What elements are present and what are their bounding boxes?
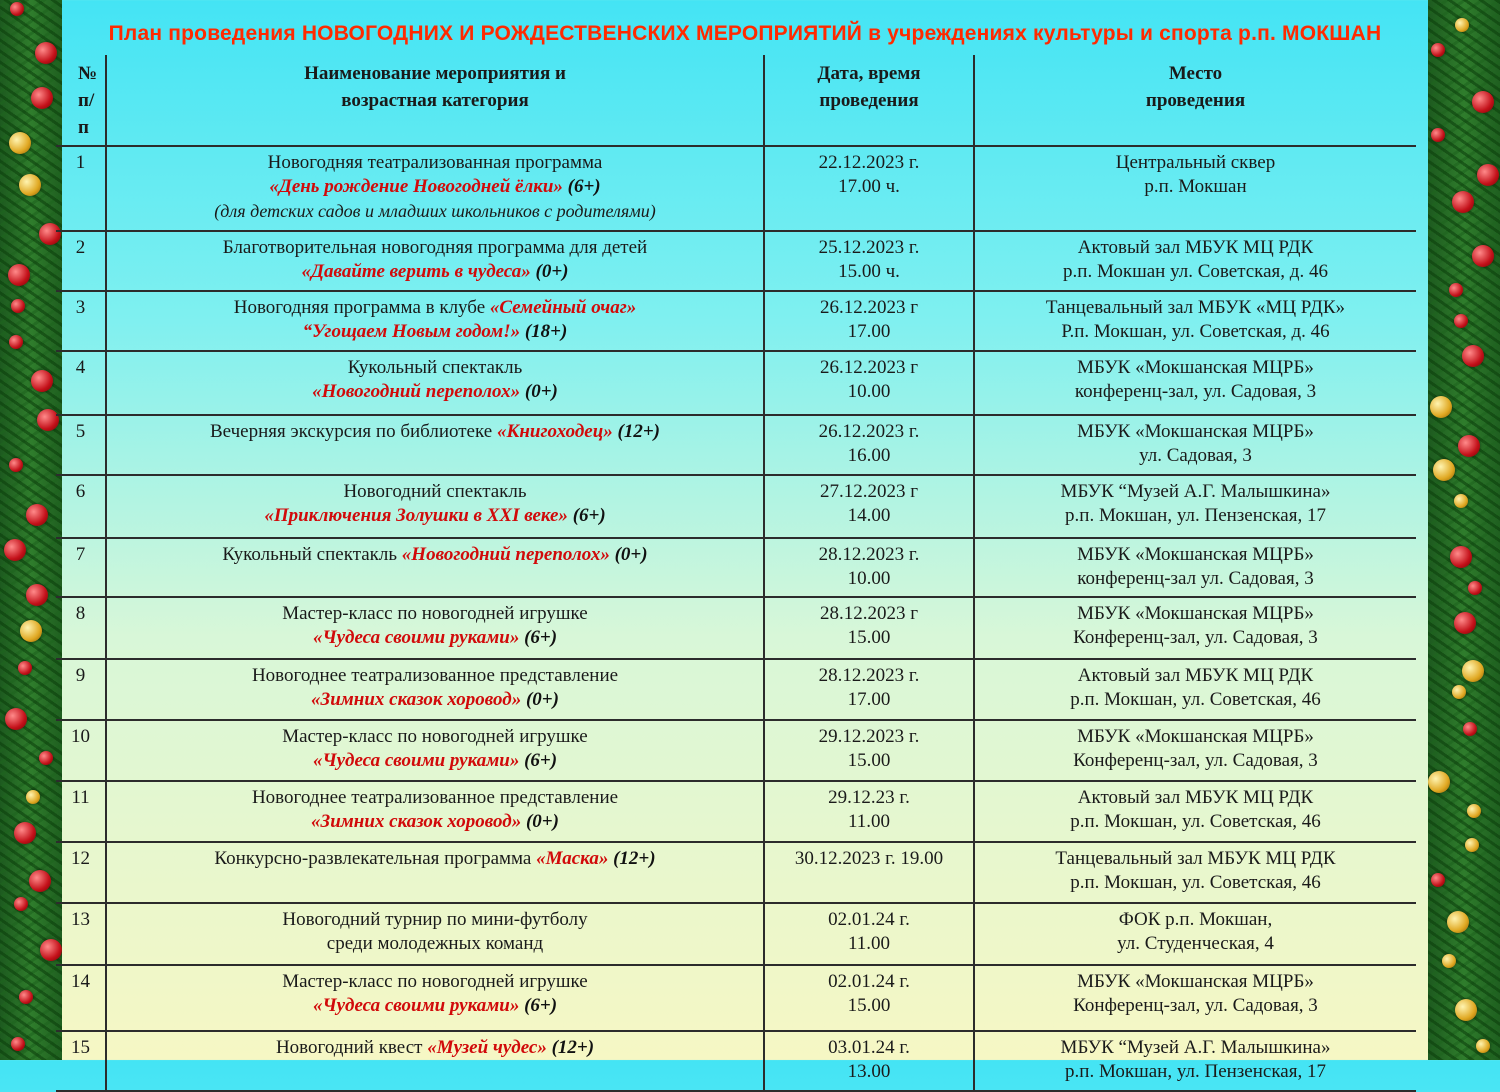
ornament-ball-icon xyxy=(5,708,27,730)
event-place-cell xyxy=(974,659,1416,720)
row-number-text: 6 xyxy=(75,481,86,502)
row-number-text: 1 xyxy=(75,152,86,173)
event-address: Р.п. Мокшан, ул. Советская, д. 46 xyxy=(1061,321,1330,342)
ornament-ball-icon xyxy=(20,620,42,642)
age-category: (12+) xyxy=(612,421,661,442)
event-name-cell xyxy=(106,903,764,965)
event-place: МБУК “Музей А.Г. Малышкина» xyxy=(1060,1037,1331,1058)
event-title: «Чудеса своими руками» xyxy=(312,995,520,1016)
table-row xyxy=(56,146,1416,231)
event-time: 17.00 xyxy=(847,321,891,342)
event-place-cell xyxy=(974,720,1416,781)
ornament-ball-icon xyxy=(26,790,40,804)
row-number-text: 7 xyxy=(75,544,86,565)
event-place: Актовый зал МБУК МЦ РДК xyxy=(1077,787,1314,808)
ornament-ball-icon xyxy=(1454,612,1476,634)
event-title: «Зимних сказок хоровод» xyxy=(311,689,522,710)
ornament-ball-icon xyxy=(14,897,28,911)
event-address: р.п. Мокшан, ул. Советская, 46 xyxy=(1070,689,1321,710)
event-time: 15.00 xyxy=(847,750,891,771)
table-header-row xyxy=(56,55,1416,146)
ornament-ball-icon xyxy=(39,751,53,765)
row-number xyxy=(56,291,106,351)
event-title: «Новогодний переполох» xyxy=(401,544,610,565)
event-place: Танцевальный зал МБУК МЦ РДК xyxy=(1055,848,1336,869)
events-table xyxy=(56,55,1416,1092)
row-number-text: 8 xyxy=(75,603,86,624)
event-address: р.п. Мокшан, ул. Советская, 46 xyxy=(1070,811,1321,832)
event-date-cell xyxy=(764,351,974,415)
ornament-ball-icon xyxy=(26,584,48,606)
event-date-cell xyxy=(764,659,974,720)
event-date-cell xyxy=(764,597,974,659)
event-name-cell xyxy=(106,720,764,781)
event-address: Конференц-зал, ул. Садовая, 3 xyxy=(1073,750,1318,771)
table-row xyxy=(56,903,1416,965)
ornament-ball-icon xyxy=(1463,722,1477,736)
event-name-text: Кукольный спектакль xyxy=(347,357,523,378)
ornament-ball-icon xyxy=(8,264,30,286)
event-address: р.п. Мокшан, ул. Пензенская, 17 xyxy=(1065,1061,1326,1082)
ornament-ball-icon xyxy=(19,174,41,196)
event-address: конференц-зал ул. Садовая, 3 xyxy=(1077,568,1314,589)
event-name-text: Новогодняя театрализованная программа xyxy=(267,152,603,173)
row-number-text: 3 xyxy=(75,297,86,318)
event-place-cell xyxy=(974,781,1416,842)
table-row xyxy=(56,1031,1416,1091)
event-date-cell xyxy=(764,415,974,475)
event-title: «Приключения Золушки в XXI веке» xyxy=(264,505,568,526)
event-time: 13.00 xyxy=(847,1061,891,1082)
event-note: (для детских садов и младших школьников с родителями) xyxy=(214,201,656,221)
ornament-ball-icon xyxy=(1433,459,1455,481)
event-place: МБУК «Мокшанская МЦРБ» xyxy=(1077,421,1314,442)
table-row xyxy=(56,842,1416,903)
event-name-text: Новогодний турнир по мини-футболу xyxy=(282,909,588,930)
table-row xyxy=(56,231,1416,291)
event-date-cell xyxy=(764,903,974,965)
event-name-cell xyxy=(106,538,764,597)
row-number-text: 4 xyxy=(75,357,86,378)
row-number-text: 5 xyxy=(75,421,86,442)
age-category: (0+) xyxy=(530,261,569,282)
ornament-ball-icon xyxy=(1454,314,1468,328)
age-category: (0+) xyxy=(521,689,559,710)
event-title: «Маска» xyxy=(536,848,609,869)
event-name-text: Новогодний спектакль xyxy=(343,481,527,502)
row-number-text: 13 xyxy=(71,909,90,930)
event-place-cell xyxy=(974,1031,1416,1091)
ornament-ball-icon xyxy=(1462,660,1484,682)
event-title: «Чудеса своими руками» xyxy=(312,750,520,771)
event-name-text: Благотворительная новогодняя программа для детей xyxy=(222,237,648,258)
event-title: «День рождение Новогодней ёлки» xyxy=(269,176,563,197)
event-date: 26.12.2023 г xyxy=(819,357,919,378)
table-row xyxy=(56,538,1416,597)
event-place: Актовый зал МБУК МЦ РДК xyxy=(1077,237,1314,258)
row-number-text: 11 xyxy=(71,787,90,808)
event-date: 22.12.2023 г. xyxy=(818,152,920,173)
row-number xyxy=(56,597,106,659)
page-title: План проведения НОВОГОДНИХ И РОЖДЕСТВЕНСКИХ МЕРОПРИЯТИЙ в учреждениях культуры и спорта р.п. МОКШАН xyxy=(108,22,1382,45)
garland-right-decoration xyxy=(1428,0,1500,1060)
event-time: 15.00 xyxy=(847,627,891,648)
event-place-cell xyxy=(974,231,1416,291)
row-number xyxy=(56,842,106,903)
row-number xyxy=(56,415,106,475)
event-time: 15.00 ч. xyxy=(838,261,900,282)
ornament-ball-icon xyxy=(1472,91,1494,113)
ornament-ball-icon xyxy=(19,990,33,1004)
event-date-cell xyxy=(764,965,974,1031)
event-place: Танцевальный зал МБУК «МЦ РДК» xyxy=(1045,297,1346,318)
header-place: Место проведения xyxy=(974,55,1416,146)
ornament-ball-icon xyxy=(1428,771,1450,793)
event-address: конференц-зал, ул. Садовая, 3 xyxy=(1074,381,1317,402)
event-name-line2: среди молодежных команд xyxy=(326,933,544,954)
table-row xyxy=(56,475,1416,538)
ornament-ball-icon xyxy=(1477,164,1499,186)
row-number xyxy=(56,659,106,720)
event-date: 28.12.2023 г. xyxy=(818,665,920,686)
ornament-ball-icon xyxy=(1467,804,1481,818)
event-place: МБУК «Мокшанская МЦРБ» xyxy=(1077,971,1314,992)
ornament-ball-icon xyxy=(1431,873,1445,887)
event-place-cell xyxy=(974,842,1416,903)
ornament-ball-icon xyxy=(1458,435,1480,457)
event-time: 10.00 xyxy=(847,381,891,402)
ornament-ball-icon xyxy=(10,2,24,16)
age-category: (6+) xyxy=(519,750,558,771)
table-row xyxy=(56,965,1416,1031)
ornament-ball-icon xyxy=(1430,396,1452,418)
table-row xyxy=(56,659,1416,720)
event-date-cell xyxy=(764,291,974,351)
event-place: МБУК “Музей А.Г. Малышкина» xyxy=(1060,481,1331,502)
table-row xyxy=(56,291,1416,351)
event-address: р.п. Мокшан, ул. Пензенская, 17 xyxy=(1065,505,1326,526)
ornament-ball-icon xyxy=(14,822,36,844)
event-name-text: Мастер-класс по новогодней игрушке xyxy=(282,971,588,992)
event-date: 28.12.2023 г. xyxy=(818,544,920,565)
event-date: 26.12.2023 г. xyxy=(818,421,920,442)
event-place-cell xyxy=(974,475,1416,538)
ornament-ball-icon xyxy=(18,661,32,675)
row-number-text: 12 xyxy=(71,848,90,869)
event-name-cell xyxy=(106,1031,764,1091)
event-place-cell xyxy=(974,291,1416,351)
event-place-cell xyxy=(974,597,1416,659)
ornament-ball-icon xyxy=(9,132,31,154)
age-category: (0+) xyxy=(520,381,558,402)
row-number xyxy=(56,781,106,842)
event-time: 15.00 xyxy=(847,995,891,1016)
event-place-cell xyxy=(974,146,1416,231)
event-name-cell xyxy=(106,781,764,842)
ornament-ball-icon xyxy=(31,87,53,109)
event-date: 03.01.24 г. xyxy=(828,1037,910,1058)
event-date: 28.12.2023 г xyxy=(819,603,919,624)
event-title: «Новогодний переполох» xyxy=(312,381,521,402)
table-row xyxy=(56,597,1416,659)
row-number xyxy=(56,720,106,781)
age-category: (6+) xyxy=(519,995,558,1016)
event-time: 17.00 xyxy=(847,689,891,710)
event-name-text: Мастер-класс по новогодней игрушке xyxy=(282,603,588,624)
row-number-text: 10 xyxy=(71,726,90,747)
ornament-ball-icon xyxy=(1455,999,1477,1021)
event-place-cell xyxy=(974,415,1416,475)
event-time: 14.00 xyxy=(847,505,891,526)
event-address: р.п. Мокшан xyxy=(1144,176,1247,197)
age-category: (6+) xyxy=(519,627,558,648)
event-address: р.п. Мокшан, ул. Советская, 46 xyxy=(1070,872,1321,893)
age-category: (18+) xyxy=(520,321,568,342)
event-place: МБУК «Мокшанская МЦРБ» xyxy=(1077,544,1314,565)
event-title: «Семейный очаг» xyxy=(489,297,637,318)
ornament-ball-icon xyxy=(9,335,23,349)
event-date: 29.12.2023 г. xyxy=(818,726,920,747)
age-category: (12+) xyxy=(546,1037,595,1058)
event-date-cell xyxy=(764,781,974,842)
event-name-cell xyxy=(106,659,764,720)
header-name: Наименование мероприятия и возрастная категория xyxy=(106,55,764,146)
event-place: Актовый зал МБУК МЦ РДК xyxy=(1077,665,1314,686)
event-address: Конференц-зал, ул. Садовая, 3 xyxy=(1073,995,1318,1016)
ornament-ball-icon xyxy=(4,539,26,561)
event-address: ул. Садовая, 3 xyxy=(1139,445,1252,466)
age-category: (0+) xyxy=(521,811,559,832)
ornament-ball-icon xyxy=(35,42,57,64)
event-place: МБУК «Мокшанская МЦРБ» xyxy=(1077,357,1314,378)
ornament-ball-icon xyxy=(11,299,25,313)
ornament-ball-icon xyxy=(1476,1039,1490,1053)
header-num: № п/п xyxy=(56,55,106,146)
age-category: (0+) xyxy=(609,544,648,565)
event-subtitle: “Угощаем Новым годом!» xyxy=(302,321,521,342)
row-number xyxy=(56,538,106,597)
event-time: 11.00 xyxy=(847,933,891,954)
ornament-ball-icon xyxy=(1447,911,1469,933)
event-place-cell xyxy=(974,351,1416,415)
event-place: Центральный сквер xyxy=(1115,152,1276,173)
event-place-cell xyxy=(974,965,1416,1031)
event-date-cell xyxy=(764,475,974,538)
row-number-text: 15 xyxy=(71,1037,90,1058)
event-date-cell xyxy=(764,231,974,291)
row-number xyxy=(56,475,106,538)
event-title: «Музей чудес» xyxy=(427,1037,547,1058)
event-date: 30.12.2023 г. 19.00 xyxy=(794,848,944,869)
row-number xyxy=(56,965,106,1031)
ornament-ball-icon xyxy=(9,458,23,472)
ornament-ball-icon xyxy=(1455,18,1469,32)
ornament-ball-icon xyxy=(1454,494,1468,508)
table-row xyxy=(56,781,1416,842)
age-category: (12+) xyxy=(608,848,656,869)
event-name-cell xyxy=(106,146,764,231)
event-name-text: Вечерняя экскурсия по библиотеке xyxy=(209,421,497,442)
table-row xyxy=(56,415,1416,475)
ornament-ball-icon xyxy=(11,1037,25,1051)
event-place: ФОК р.п. Мокшан, xyxy=(1118,909,1273,930)
event-address: р.п. Мокшан ул. Советская, д. 46 xyxy=(1063,261,1328,282)
event-name-cell xyxy=(106,965,764,1031)
ornament-ball-icon xyxy=(1468,581,1482,595)
event-name-cell xyxy=(106,291,764,351)
event-time: 11.00 xyxy=(847,811,891,832)
event-date: 02.01.24 г. xyxy=(828,909,910,930)
age-category: (6+) xyxy=(567,505,606,526)
ornament-ball-icon xyxy=(1431,43,1445,57)
event-name-cell xyxy=(106,475,764,538)
event-time: 10.00 xyxy=(847,568,891,589)
event-place: МБУК «Мокшанская МЦРБ» xyxy=(1077,603,1314,624)
ornament-ball-icon xyxy=(1450,546,1472,568)
event-date-cell xyxy=(764,842,974,903)
event-title: «Чудеса своими руками» xyxy=(312,627,520,648)
ornament-ball-icon xyxy=(26,504,48,526)
event-title: «Книгоходец» xyxy=(496,421,613,442)
event-date: 27.12.2023 г xyxy=(819,481,919,502)
ornament-ball-icon xyxy=(31,370,53,392)
event-name-text: Кукольный спектакль xyxy=(222,544,402,565)
ornament-ball-icon xyxy=(1462,345,1484,367)
row-number xyxy=(56,351,106,415)
event-address: Конференц-зал, ул. Садовая, 3 xyxy=(1073,627,1318,648)
event-date-cell xyxy=(764,1031,974,1091)
event-name-text: Новогодний квест xyxy=(275,1037,428,1058)
event-date: 25.12.2023 г. xyxy=(818,237,920,258)
ornament-ball-icon xyxy=(1449,283,1463,297)
event-title: «Давайте верить в чудеса» xyxy=(301,261,531,282)
ornament-ball-icon xyxy=(1452,191,1474,213)
event-date-cell xyxy=(764,146,974,231)
row-number xyxy=(56,1031,106,1091)
garland-left-decoration xyxy=(0,0,62,1060)
event-name-cell xyxy=(106,842,764,903)
event-name-cell xyxy=(106,231,764,291)
event-place: МБУК «Мокшанская МЦРБ» xyxy=(1077,726,1314,747)
event-name-text: Новогоднее театрализованное представление xyxy=(251,787,619,808)
event-address: ул. Студенческая, 4 xyxy=(1117,933,1274,954)
event-name-cell xyxy=(106,597,764,659)
event-date: 26.12.2023 г xyxy=(819,297,919,318)
row-number xyxy=(56,146,106,231)
event-name-text: Новогодняя программа в клубе xyxy=(233,297,490,318)
event-date-cell xyxy=(764,720,974,781)
ornament-ball-icon xyxy=(1431,128,1445,142)
event-title: «Зимних сказок хоровод» xyxy=(311,811,522,832)
event-date-cell xyxy=(764,538,974,597)
event-date: 02.01.24 г. xyxy=(828,971,910,992)
event-name-text: Новогоднее театрализованное представление xyxy=(251,665,619,686)
ornament-ball-icon xyxy=(1442,954,1456,968)
header-date: Дата, время проведения xyxy=(764,55,974,146)
event-name-text: Конкурсно-развлекательная программа xyxy=(214,848,537,869)
ornament-ball-icon xyxy=(1465,838,1479,852)
table-row xyxy=(56,351,1416,415)
row-number xyxy=(56,231,106,291)
ornament-ball-icon xyxy=(1472,245,1494,267)
event-time: 16.00 xyxy=(847,445,891,466)
event-place-cell xyxy=(974,538,1416,597)
ornament-ball-icon xyxy=(1452,685,1466,699)
row-number-text: 2 xyxy=(75,237,86,258)
ornament-ball-icon xyxy=(29,870,51,892)
row-number-text: 9 xyxy=(75,665,86,686)
table-row xyxy=(56,720,1416,781)
event-date: 29.12.23 г. xyxy=(828,787,910,808)
event-name-cell xyxy=(106,415,764,475)
row-number-text: 14 xyxy=(71,971,90,992)
event-name-cell xyxy=(106,351,764,415)
event-time: 17.00 ч. xyxy=(838,176,900,197)
event-place-cell xyxy=(974,903,1416,965)
age-category: (6+) xyxy=(562,176,601,197)
row-number xyxy=(56,903,106,965)
event-name-text: Мастер-класс по новогодней игрушке xyxy=(282,726,588,747)
